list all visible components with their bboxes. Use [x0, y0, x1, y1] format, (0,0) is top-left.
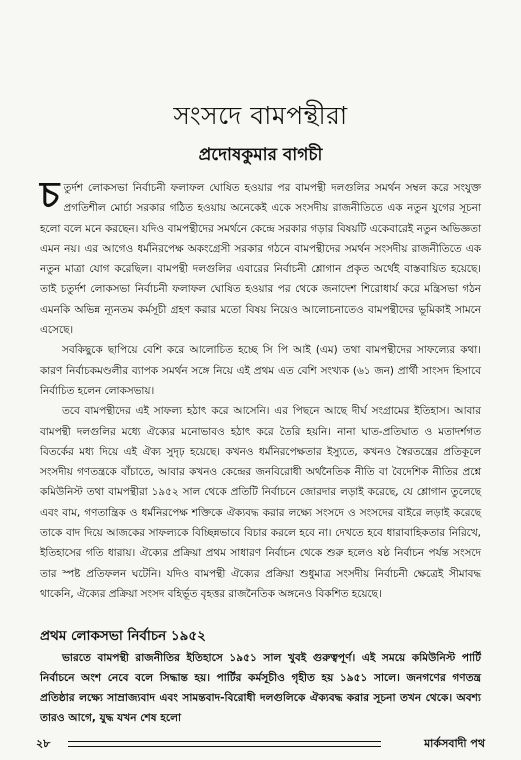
- article-body: [40, 175, 481, 604]
- paragraph-1-text: তুর্দশ লোকসভা নির্বাচনী ফলাফল ঘোষিত হওয়ার পর বামপন্থী দলগুলির সমর্থন সম্বল করে সংযুক্ত প্রগতিশীল মোর্চা সরকার গঠিত হওয়ায় অনেকেই একে সংসদীয় রাজনীতিতে এক নতুন যুগের সূচনা হলো বলে মনে করছেন। যদিও বামপন্থীদের সমর্থনে কেন্দ্রে সরকার গড়ার বিষয়টি একেবারেই নতুন অভিজ্ঞতা এমন নয়। এর আগেও ধর্মনিরপেক্ষ অকংগ্রেসী সরকার গঠনে বামপন্থীদের সমর্থন সংসদীয় রাজনীতিতে এক নতুন মাত্রা যোগ করেছিল। বামপন্থী দলগুলির এবারের নির্বাচনী শ্লোগান প্রকৃত অর্থেই বাস্তবায়িত হয়েছে। তাই চতুর্দশ লোকসভা নির্বাচনী ফলাফল ঘোষিত হওয়ার পর থেকে জনাদেশ শিরোধার্য করে মন্ত্রিসভা গঠন এমনকি অভিন্ন ন্যূনতম কর্মসূচী গ্রহণ করার মতো বিষয় নিয়েও আলোচনাতেও বামপন্থীদের ভূমিকাই সামনে এসেছে।: [40, 182, 481, 337]
- paragraph-2: সবকিছুকে ছাপিয়ে বেশি করে আলোচিত হচ্ছে সি পি আই (এম) তথা বামপন্থীদের সাফল্যের কথা। কারণ নির্বাচকমণ্ডলীর ব্যাপক সমর্থন সঙ্গে নিয়ে এই প্রথম এত বেশি সংখ্যক (৬১ জন) প্রার্থী সাংসদ হিসাবে নির্বাচিত হলেন লোকসভায়।: [40, 344, 481, 397]
- paragraph-1: [40, 175, 481, 340]
- footer-rule: [68, 741, 381, 747]
- page-number: ২৮: [36, 737, 51, 750]
- drop-cap: চ: [40, 175, 60, 216]
- journal-name: মার্কসবাদী পথ: [424, 737, 485, 750]
- section-body: [40, 648, 481, 728]
- page-footer: [36, 736, 485, 750]
- article-title: সংসদে বামপন্থীরা: [173, 101, 348, 130]
- section-paragraph-1: ভারতে বামপন্থী রাজনীতির ইতিহাসে ১৯৫১ সাল খুবই গুরুত্বপূর্ণ। এই সময়ে কমিউনিস্ট পার্টি নির্বাচনে অংশ নেবে বলে সিদ্ধান্ত হয়। পার্টির কর্মসূচীও গৃহীত হয় ১৯৫১ সালে। জনগণের গণতন্ত্র প্রতিষ্ঠার লক্ষ্যে সাম্রাজ্যবাদ এবং সামন্তবাদ-বিরোধী দলগুলিকে ঐক্যবদ্ধ করার সূচনা তখন থেকে। অবশ্য তারও আগে, যুদ্ধ যখন শেষ হলো: [40, 652, 481, 724]
- article-author: প্রদোষকুমার বাগচী: [198, 145, 323, 165]
- paragraph-3: তবে বামপন্থীদের এই সাফল্য হঠাৎ করে আসেনি। এর পিছনে আছে দীর্ঘ সংগ্রামের ইতিহাস। আবার বামপন্থী দলগুলির মধ্যে ঐক্যের মনোভাবও হঠাৎ করে তৈরি হয়নি। নানা ঘাত-প্রতিঘাত ও মতাদর্শগত বিতর্কের মধ্য দিয়ে এই ঐক্য সুদৃঢ় হয়েছে। কখনও ধর্মনিরপেক্ষতার ইস্যুতে, কখনও স্বৈরতন্ত্রের প্রতিকূলে সংসদীয় গণতন্ত্রকে বাঁচাতে, আবার কখনও কেন্দ্রের জনবিরোধী অর্থনৈতিক নীতি বা বৈদেশিক নীতির প্রশ্নে কমিউনিস্ট তথা বামপন্থীরা ১৯৫২ সাল থেকে প্রতিটি নির্বাচনে জোরদার লড়াই করেছে, যে শ্লোগান তুলেছে এবং বাম, গণতান্ত্রিক ও ধর্মনিরপেক্ষ শক্তিকে ঐক্যবদ্ধ করার লক্ষ্যে সংসদে ও সংসদের বাইরে লড়াই করেছে তাকে বাদ দিয়ে আজকের সাফল্যকে বিচ্ছিন্নভাবে বিচার করলে হবে না। দেখতে হবে ধারাবাহিকতার নিরিখে, ইতিহাসের গতি ধারায়। ঐক্যের প্রক্রিয়া প্রথম সাধারণ নির্বাচন থেকে শুরু হলেও ষষ্ঠ নির্বাচন পর্যন্ত সংসদে তার স্পষ্ট প্রতিফলন ঘটেনি। যদিও বামপন্থী ঐক্যের প্রক্রিয়া শুধুমাত্র সংসদীয় নির্বাচনী ক্ষেত্রেই সীমাবদ্ধ থাকেনি, ঐক্যের প্রক্রিয়া সংসদ বহির্ভূত বৃহত্তর রাজনৈতিক অঙ্গনেও বিকশিত হয়েছে।: [40, 405, 481, 600]
- section-heading: প্রথম লোকসভা নির্বাচন ১৯৫২: [40, 628, 206, 644]
